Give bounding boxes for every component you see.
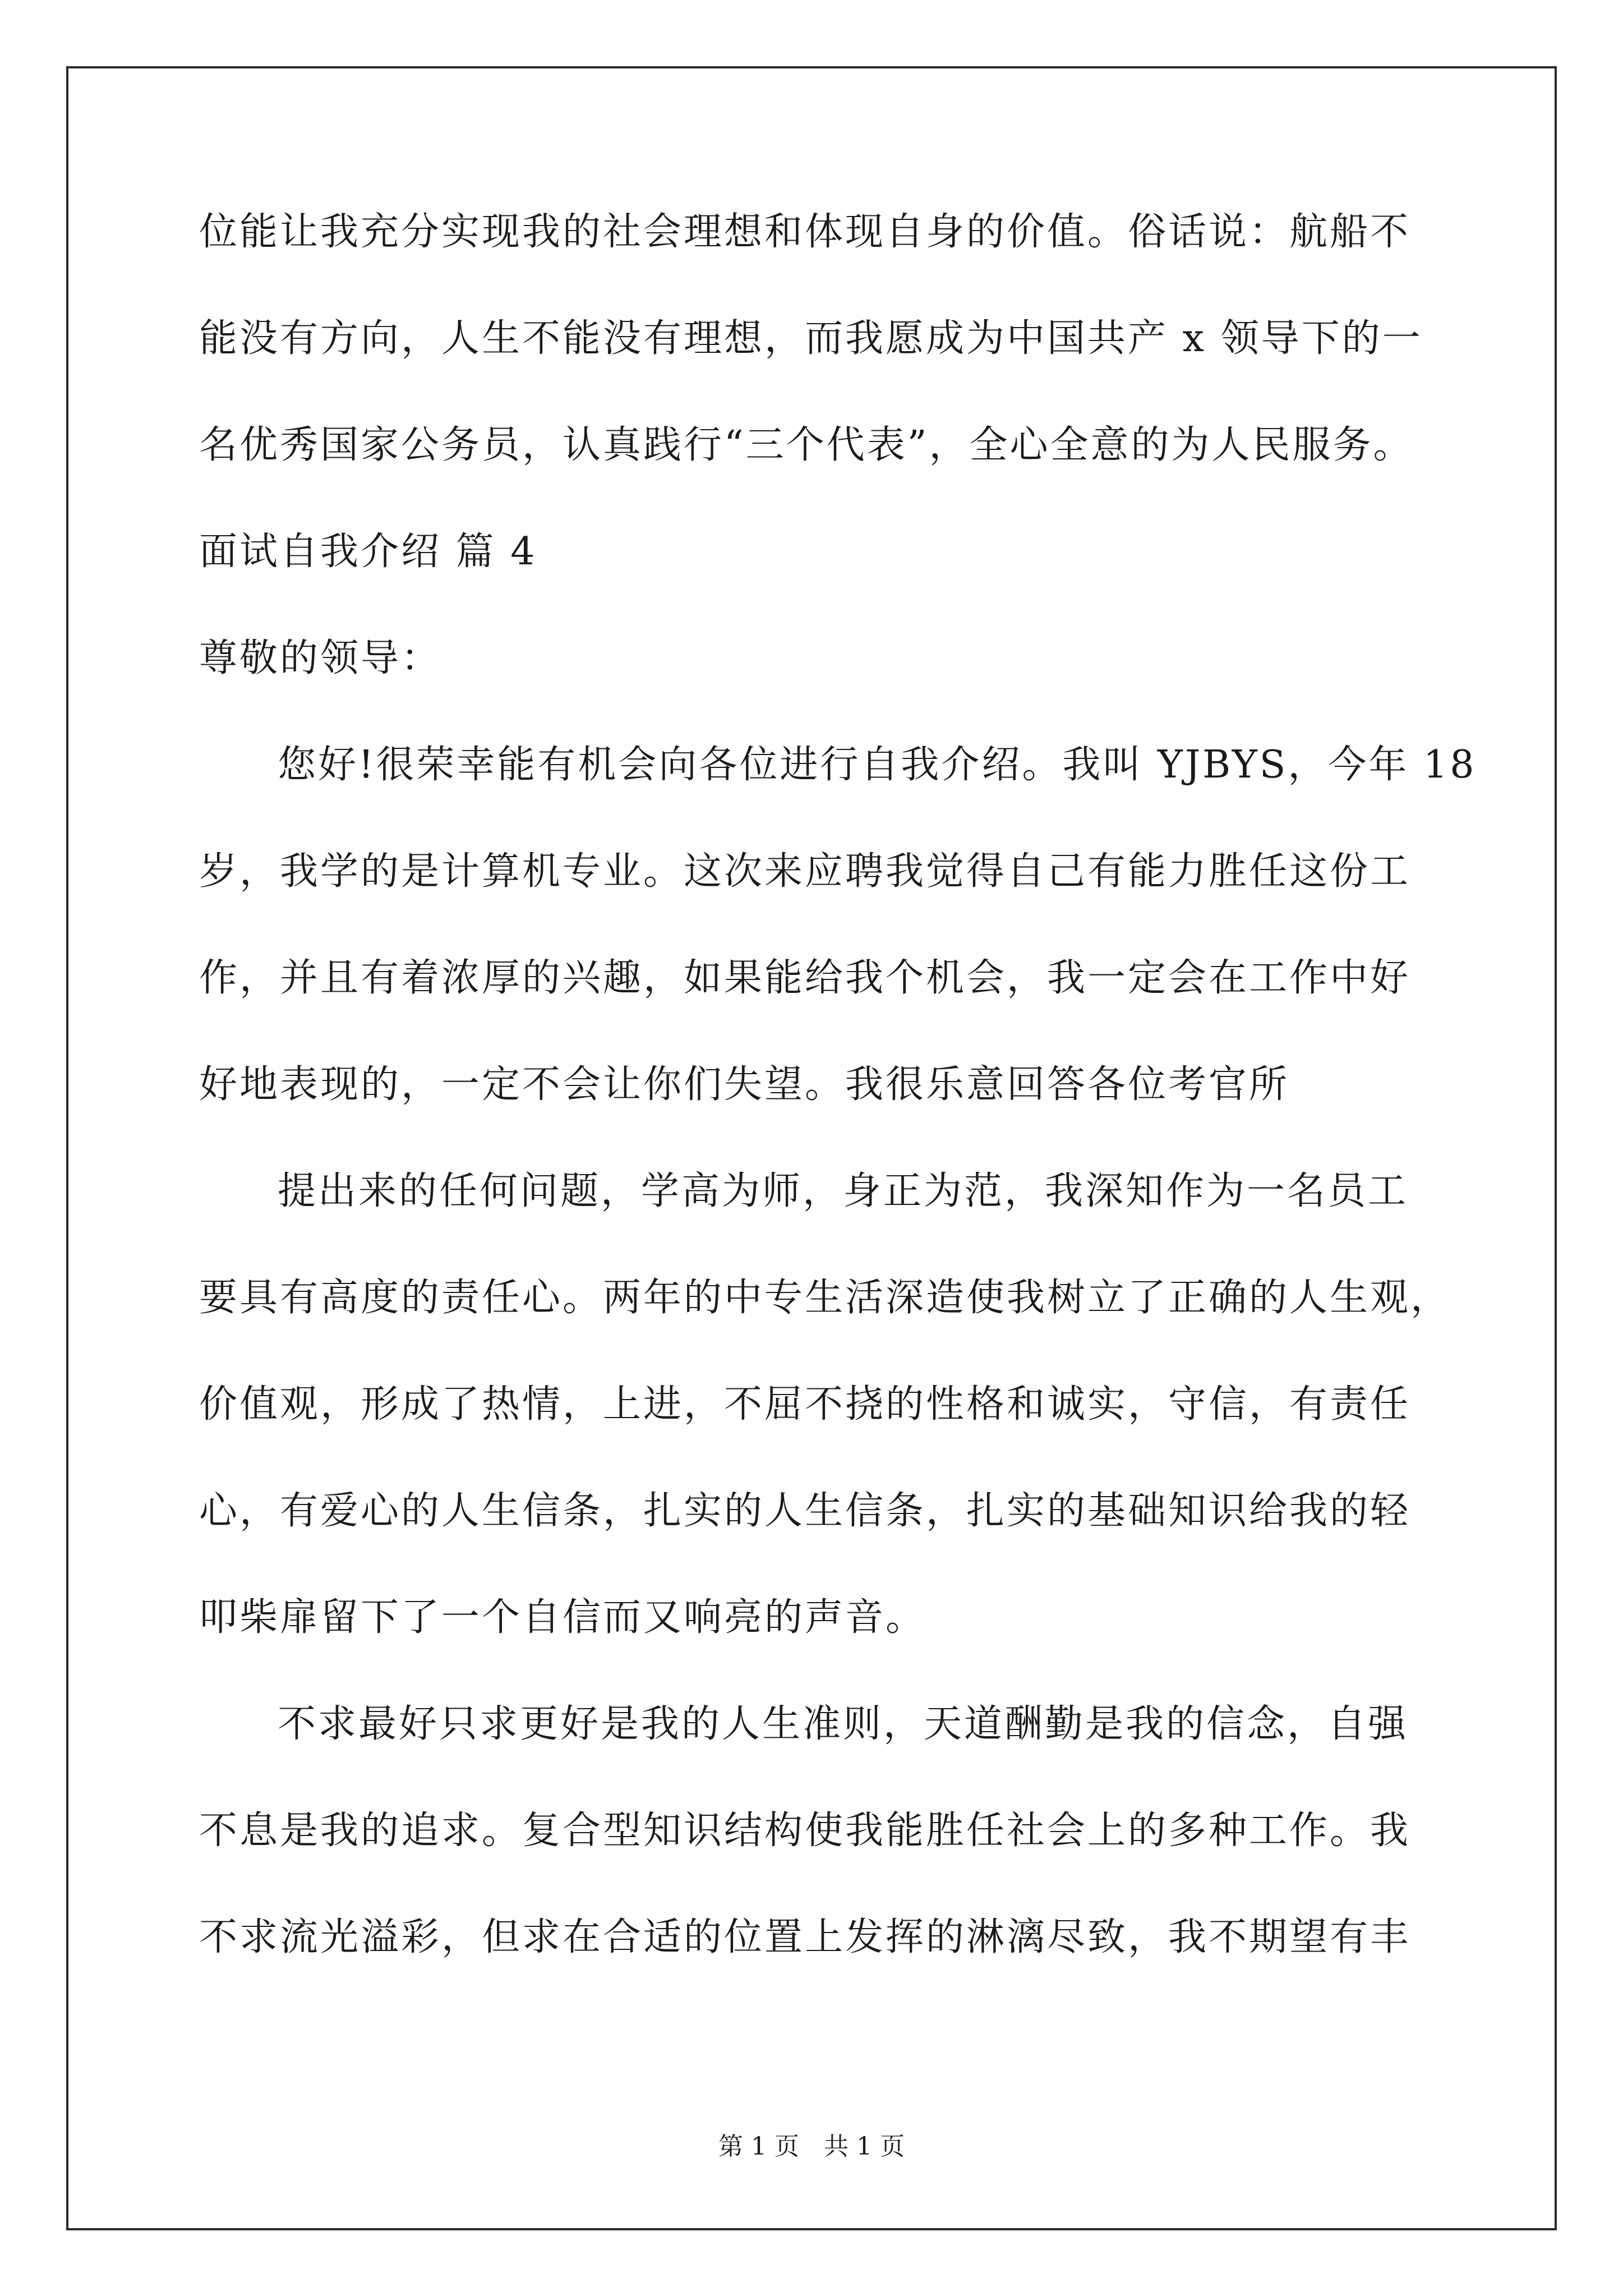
body-line: 名优秀国家公务员，认真践行“三个代表”，全心全意的为人民服务。 — [199, 423, 1414, 467]
body-line: 不息是我的追求。复合型知识结构使我能胜任社会上的多种工作。我 — [199, 1809, 1411, 1853]
body-line: 不求最好只求更好是我的人生准则，天道酬勤是我的信念，自强 — [278, 1702, 1409, 1746]
body-line: 您好!很荣幸能有机会向各位进行自我介绍。我叫 YJBYS，今年 18 — [278, 743, 1477, 787]
salutation: 尊敬的领导： — [199, 636, 442, 680]
body-line: 心，有爱心的人生信条，扎实的人生信条，扎实的基础知识给我的轻 — [199, 1489, 1411, 1533]
body-line: 作，并且有着浓厚的兴趣，如果能给我个机会，我一定会在工作中好 — [199, 956, 1411, 1000]
body-line: 能没有方向，人生不能没有理想，而我愿成为中国共产 x 领导下的一 — [199, 316, 1423, 361]
body-line: 价值观，形成了热情，上进，不屈不挠的性格和诚实，守信，有责任 — [199, 1382, 1411, 1427]
body-line: 岁，我学的是计算机专业。这次来应聘我觉得自己有能力胜任这份工 — [199, 849, 1411, 894]
body-line: 叩柴扉留下了一个自信而又响亮的声音。 — [199, 1595, 926, 1640]
body-line: 提出来的任何问题，学高为师，身正为范，我深知作为一名员工 — [278, 1169, 1409, 1213]
page-footer: 第 1 页 共 1 页 — [718, 2132, 905, 2161]
body-line: 位能让我充分实现我的社会理想和体现自身的价值。俗话说：航船不 — [199, 210, 1411, 254]
body-line: 要具有高度的责任心。两年的中专生活深造使我树立了正确的人生观， — [199, 1276, 1451, 1320]
page-border — [66, 66, 1557, 2230]
body-line: 不求流光溢彩，但求在合适的位置上发挥的淋漓尽致，我不期望有丰 — [199, 1915, 1411, 1959]
section-heading: 面试自我介绍 篇 4 — [199, 530, 537, 574]
body-line: 好地表现的，一定不会让你们失望。我很乐意回答各位考官所 — [199, 1062, 1290, 1107]
